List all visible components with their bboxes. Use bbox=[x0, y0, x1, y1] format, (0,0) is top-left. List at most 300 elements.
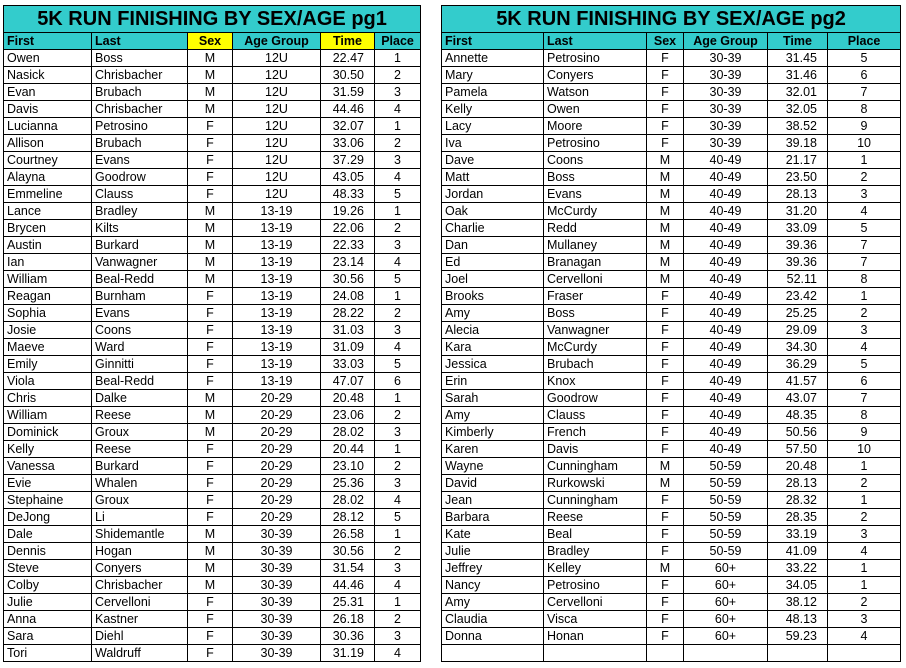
place-cell[interactable]: 5 bbox=[375, 271, 421, 288]
first-name-cell[interactable]: Oak bbox=[442, 203, 544, 220]
time-cell[interactable]: 52.11 bbox=[768, 271, 828, 288]
age-group-cell[interactable]: 50-59 bbox=[684, 543, 768, 560]
time-cell[interactable]: 28.13 bbox=[768, 475, 828, 492]
age-group-cell[interactable]: 13-19 bbox=[233, 339, 321, 356]
last-name-cell[interactable]: Bradley bbox=[92, 203, 188, 220]
time-cell[interactable]: 41.57 bbox=[768, 373, 828, 390]
last-name-cell[interactable]: Whalen bbox=[92, 475, 188, 492]
first-name-cell[interactable]: Brooks bbox=[442, 288, 544, 305]
sex-cell[interactable]: M bbox=[188, 424, 233, 441]
first-name-cell[interactable]: Dale bbox=[4, 526, 92, 543]
place-cell[interactable]: 4 bbox=[375, 577, 421, 594]
place-cell[interactable]: 4 bbox=[375, 101, 421, 118]
sex-cell[interactable]: F bbox=[188, 135, 233, 152]
place-cell[interactable]: 3 bbox=[375, 424, 421, 441]
first-name-cell[interactable]: Julie bbox=[4, 594, 92, 611]
first-name-cell[interactable]: Claudia bbox=[442, 611, 544, 628]
sex-cell[interactable]: F bbox=[188, 339, 233, 356]
first-name-cell[interactable]: Davis bbox=[4, 101, 92, 118]
sex-cell[interactable]: M bbox=[647, 186, 684, 203]
place-cell[interactable]: 7 bbox=[828, 254, 901, 271]
sex-cell[interactable]: F bbox=[647, 373, 684, 390]
place-cell[interactable]: 8 bbox=[828, 271, 901, 288]
last-name-cell[interactable]: Groux bbox=[92, 424, 188, 441]
last-name-cell[interactable]: Boss bbox=[92, 50, 188, 67]
age-group-cell[interactable]: 40-49 bbox=[684, 407, 768, 424]
column-header-age-group[interactable]: Age Group bbox=[684, 33, 768, 50]
place-cell[interactable]: 2 bbox=[375, 135, 421, 152]
sex-cell[interactable]: M bbox=[188, 271, 233, 288]
column-header-place[interactable]: Place bbox=[828, 33, 901, 50]
last-name-cell[interactable]: Rurkowski bbox=[544, 475, 647, 492]
last-name-cell[interactable]: McCurdy bbox=[544, 203, 647, 220]
time-cell[interactable]: 48.35 bbox=[768, 407, 828, 424]
last-name-cell[interactable]: Evans bbox=[544, 186, 647, 203]
age-group-cell[interactable]: 60+ bbox=[684, 594, 768, 611]
age-group-cell[interactable]: 40-49 bbox=[684, 254, 768, 271]
first-name-cell[interactable]: Evie bbox=[4, 475, 92, 492]
time-cell[interactable]: 59.23 bbox=[768, 628, 828, 645]
first-name-cell[interactable]: Amy bbox=[442, 407, 544, 424]
last-name-cell[interactable]: Kastner bbox=[92, 611, 188, 628]
sex-cell[interactable]: F bbox=[188, 373, 233, 390]
last-name-cell[interactable]: Cervelloni bbox=[544, 271, 647, 288]
time-cell[interactable]: 23.42 bbox=[768, 288, 828, 305]
time-cell[interactable]: 57.50 bbox=[768, 441, 828, 458]
first-name-cell[interactable]: Ed bbox=[442, 254, 544, 271]
first-name-cell[interactable]: Amy bbox=[442, 594, 544, 611]
last-name-cell[interactable]: Clauss bbox=[92, 186, 188, 203]
last-name-cell[interactable]: Beal-Redd bbox=[92, 271, 188, 288]
last-name-cell[interactable]: Goodrow bbox=[544, 390, 647, 407]
sex-cell[interactable]: M bbox=[647, 560, 684, 577]
age-group-cell[interactable]: 30-39 bbox=[684, 84, 768, 101]
age-group-cell[interactable]: 40-49 bbox=[684, 441, 768, 458]
last-name-cell[interactable] bbox=[544, 645, 647, 662]
time-cell[interactable]: 31.45 bbox=[768, 50, 828, 67]
column-header-sex[interactable]: Sex bbox=[188, 33, 233, 50]
last-name-cell[interactable]: Burnham bbox=[92, 288, 188, 305]
time-cell[interactable]: 33.06 bbox=[321, 135, 375, 152]
time-cell[interactable]: 31.09 bbox=[321, 339, 375, 356]
place-cell[interactable]: 3 bbox=[375, 84, 421, 101]
sex-cell[interactable]: M bbox=[647, 203, 684, 220]
place-cell[interactable]: 1 bbox=[828, 577, 901, 594]
first-name-cell[interactable]: Julie bbox=[442, 543, 544, 560]
first-name-cell[interactable]: Lacy bbox=[442, 118, 544, 135]
last-name-cell[interactable]: Hogan bbox=[92, 543, 188, 560]
age-group-cell[interactable]: 13-19 bbox=[233, 254, 321, 271]
first-name-cell[interactable]: Austin bbox=[4, 237, 92, 254]
time-cell[interactable]: 33.22 bbox=[768, 560, 828, 577]
last-name-cell[interactable]: Vanwagner bbox=[544, 322, 647, 339]
age-group-cell[interactable]: 40-49 bbox=[684, 203, 768, 220]
first-name-cell[interactable]: Anna bbox=[4, 611, 92, 628]
place-cell[interactable]: 4 bbox=[375, 339, 421, 356]
place-cell[interactable]: 3 bbox=[375, 560, 421, 577]
age-group-cell[interactable]: 40-49 bbox=[684, 152, 768, 169]
age-group-cell[interactable]: 30-39 bbox=[233, 560, 321, 577]
place-cell[interactable]: 2 bbox=[375, 543, 421, 560]
first-name-cell[interactable]: Evan bbox=[4, 84, 92, 101]
age-group-cell[interactable]: 20-29 bbox=[233, 424, 321, 441]
sex-cell[interactable]: F bbox=[647, 543, 684, 560]
place-cell[interactable]: 2 bbox=[375, 458, 421, 475]
first-name-cell[interactable]: Wayne bbox=[442, 458, 544, 475]
last-name-cell[interactable]: Chrisbacher bbox=[92, 577, 188, 594]
age-group-cell[interactable]: 13-19 bbox=[233, 220, 321, 237]
place-cell[interactable]: 3 bbox=[375, 322, 421, 339]
last-name-cell[interactable]: Beal-Redd bbox=[92, 373, 188, 390]
last-name-cell[interactable]: Goodrow bbox=[92, 169, 188, 186]
time-cell[interactable]: 23.06 bbox=[321, 407, 375, 424]
first-name-cell[interactable]: Kate bbox=[442, 526, 544, 543]
first-name-cell[interactable]: Joel bbox=[442, 271, 544, 288]
time-cell[interactable]: 30.36 bbox=[321, 628, 375, 645]
sex-cell[interactable]: M bbox=[188, 560, 233, 577]
age-group-cell[interactable]: 12U bbox=[233, 84, 321, 101]
place-cell[interactable] bbox=[828, 645, 901, 662]
time-cell[interactable]: 28.02 bbox=[321, 492, 375, 509]
time-cell[interactable]: 19.26 bbox=[321, 203, 375, 220]
age-group-cell[interactable]: 50-59 bbox=[684, 458, 768, 475]
time-cell[interactable]: 31.19 bbox=[321, 645, 375, 662]
first-name-cell[interactable]: William bbox=[4, 407, 92, 424]
time-cell[interactable]: 25.36 bbox=[321, 475, 375, 492]
first-name-cell[interactable]: Vanessa bbox=[4, 458, 92, 475]
age-group-cell[interactable]: 30-39 bbox=[233, 594, 321, 611]
last-name-cell[interactable]: Redd bbox=[544, 220, 647, 237]
time-cell[interactable]: 43.05 bbox=[321, 169, 375, 186]
sex-cell[interactable]: F bbox=[188, 628, 233, 645]
first-name-cell[interactable]: Nasick bbox=[4, 67, 92, 84]
place-cell[interactable]: 1 bbox=[828, 560, 901, 577]
age-group-cell[interactable]: 30-39 bbox=[684, 101, 768, 118]
place-cell[interactable]: 9 bbox=[828, 118, 901, 135]
first-name-cell[interactable]: Reagan bbox=[4, 288, 92, 305]
sex-cell[interactable]: F bbox=[647, 288, 684, 305]
place-cell[interactable]: 10 bbox=[828, 135, 901, 152]
place-cell[interactable]: 2 bbox=[375, 611, 421, 628]
last-name-cell[interactable]: Petrosino bbox=[544, 577, 647, 594]
sex-cell[interactable]: M bbox=[188, 526, 233, 543]
last-name-cell[interactable]: Groux bbox=[92, 492, 188, 509]
place-cell[interactable]: 1 bbox=[375, 526, 421, 543]
first-name-cell[interactable]: Jessica bbox=[442, 356, 544, 373]
place-cell[interactable]: 2 bbox=[828, 509, 901, 526]
time-cell[interactable]: 26.58 bbox=[321, 526, 375, 543]
age-group-cell[interactable]: 30-39 bbox=[233, 645, 321, 662]
place-cell[interactable]: 4 bbox=[375, 254, 421, 271]
last-name-cell[interactable]: Knox bbox=[544, 373, 647, 390]
place-cell[interactable]: 4 bbox=[828, 203, 901, 220]
age-group-cell[interactable]: 40-49 bbox=[684, 339, 768, 356]
place-cell[interactable]: 1 bbox=[375, 50, 421, 67]
time-cell[interactable]: 28.32 bbox=[768, 492, 828, 509]
place-cell[interactable]: 1 bbox=[375, 441, 421, 458]
sex-cell[interactable]: M bbox=[188, 84, 233, 101]
time-cell[interactable]: 31.20 bbox=[768, 203, 828, 220]
last-name-cell[interactable]: Beal bbox=[544, 526, 647, 543]
sex-cell[interactable]: M bbox=[647, 475, 684, 492]
age-group-cell[interactable]: 30-39 bbox=[233, 628, 321, 645]
time-cell[interactable]: 32.01 bbox=[768, 84, 828, 101]
time-cell[interactable]: 24.08 bbox=[321, 288, 375, 305]
sex-cell[interactable]: F bbox=[647, 492, 684, 509]
age-group-cell[interactable]: 13-19 bbox=[233, 288, 321, 305]
first-name-cell[interactable]: Sarah bbox=[442, 390, 544, 407]
age-group-cell[interactable]: 30-39 bbox=[233, 526, 321, 543]
age-group-cell[interactable]: 50-59 bbox=[684, 526, 768, 543]
first-name-cell[interactable]: Lucianna bbox=[4, 118, 92, 135]
last-name-cell[interactable]: Branagan bbox=[544, 254, 647, 271]
time-cell[interactable]: 33.19 bbox=[768, 526, 828, 543]
last-name-cell[interactable]: Cunningham bbox=[544, 492, 647, 509]
age-group-cell[interactable]: 30-39 bbox=[684, 135, 768, 152]
last-name-cell[interactable]: Owen bbox=[544, 101, 647, 118]
age-group-cell[interactable]: 13-19 bbox=[233, 305, 321, 322]
age-group-cell[interactable]: 60+ bbox=[684, 628, 768, 645]
age-group-cell[interactable]: 40-49 bbox=[684, 288, 768, 305]
time-cell[interactable]: 31.59 bbox=[321, 84, 375, 101]
first-name-cell[interactable]: David bbox=[442, 475, 544, 492]
time-cell[interactable]: 31.54 bbox=[321, 560, 375, 577]
time-cell[interactable]: 23.50 bbox=[768, 169, 828, 186]
time-cell[interactable]: 28.13 bbox=[768, 186, 828, 203]
age-group-cell[interactable]: 12U bbox=[233, 186, 321, 203]
sex-cell[interactable]: F bbox=[188, 152, 233, 169]
age-group-cell[interactable]: 40-49 bbox=[684, 169, 768, 186]
first-name-cell[interactable]: Colby bbox=[4, 577, 92, 594]
place-cell[interactable]: 3 bbox=[828, 186, 901, 203]
time-cell[interactable]: 23.10 bbox=[321, 458, 375, 475]
time-cell[interactable]: 37.29 bbox=[321, 152, 375, 169]
place-cell[interactable]: 4 bbox=[375, 169, 421, 186]
column-header-sex[interactable]: Sex bbox=[647, 33, 684, 50]
first-name-cell[interactable]: Ian bbox=[4, 254, 92, 271]
sex-cell[interactable]: F bbox=[647, 322, 684, 339]
time-cell[interactable]: 20.48 bbox=[768, 458, 828, 475]
place-cell[interactable]: 1 bbox=[828, 152, 901, 169]
age-group-cell[interactable]: 40-49 bbox=[684, 305, 768, 322]
last-name-cell[interactable]: French bbox=[544, 424, 647, 441]
time-cell[interactable]: 41.09 bbox=[768, 543, 828, 560]
place-cell[interactable]: 3 bbox=[828, 322, 901, 339]
age-group-cell[interactable]: 40-49 bbox=[684, 390, 768, 407]
place-cell[interactable]: 5 bbox=[828, 220, 901, 237]
first-name-cell[interactable]: Maeve bbox=[4, 339, 92, 356]
time-cell[interactable]: 50.56 bbox=[768, 424, 828, 441]
last-name-cell[interactable]: Kelley bbox=[544, 560, 647, 577]
time-cell[interactable]: 32.05 bbox=[768, 101, 828, 118]
age-group-cell[interactable]: 20-29 bbox=[233, 441, 321, 458]
first-name-cell[interactable]: Pamela bbox=[442, 84, 544, 101]
first-name-cell[interactable]: Matt bbox=[442, 169, 544, 186]
sex-cell[interactable]: M bbox=[188, 254, 233, 271]
time-cell[interactable]: 38.12 bbox=[768, 594, 828, 611]
first-name-cell[interactable]: DeJong bbox=[4, 509, 92, 526]
last-name-cell[interactable]: Moore bbox=[544, 118, 647, 135]
time-cell[interactable]: 23.14 bbox=[321, 254, 375, 271]
time-cell[interactable]: 44.46 bbox=[321, 577, 375, 594]
time-cell[interactable]: 22.33 bbox=[321, 237, 375, 254]
age-group-cell[interactable]: 13-19 bbox=[233, 373, 321, 390]
last-name-cell[interactable]: Chrisbacher bbox=[92, 101, 188, 118]
last-name-cell[interactable]: Shidemantle bbox=[92, 526, 188, 543]
last-name-cell[interactable]: Vanwagner bbox=[92, 254, 188, 271]
last-name-cell[interactable]: Li bbox=[92, 509, 188, 526]
place-cell[interactable]: 2 bbox=[828, 475, 901, 492]
first-name-cell[interactable]: Kelly bbox=[4, 441, 92, 458]
first-name-cell[interactable]: Annette bbox=[442, 50, 544, 67]
first-name-cell[interactable]: Mary bbox=[442, 67, 544, 84]
age-group-cell[interactable]: 40-49 bbox=[684, 322, 768, 339]
age-group-cell[interactable]: 20-29 bbox=[233, 509, 321, 526]
last-name-cell[interactable]: Conyers bbox=[92, 560, 188, 577]
last-name-cell[interactable]: Cervelloni bbox=[544, 594, 647, 611]
column-header-time[interactable]: Time bbox=[321, 33, 375, 50]
last-name-cell[interactable]: Brubach bbox=[544, 356, 647, 373]
sex-cell[interactable]: F bbox=[647, 526, 684, 543]
last-name-cell[interactable]: Ward bbox=[92, 339, 188, 356]
sex-cell[interactable]: M bbox=[188, 390, 233, 407]
place-cell[interactable]: 3 bbox=[375, 628, 421, 645]
first-name-cell[interactable]: Steve bbox=[4, 560, 92, 577]
time-cell[interactable]: 20.44 bbox=[321, 441, 375, 458]
first-name-cell[interactable]: Charlie bbox=[442, 220, 544, 237]
age-group-cell[interactable]: 20-29 bbox=[233, 458, 321, 475]
place-cell[interactable]: 7 bbox=[828, 237, 901, 254]
age-group-cell[interactable]: 40-49 bbox=[684, 237, 768, 254]
last-name-cell[interactable]: Burkard bbox=[92, 458, 188, 475]
place-cell[interactable]: 1 bbox=[828, 288, 901, 305]
last-name-cell[interactable]: Mullaney bbox=[544, 237, 647, 254]
place-cell[interactable]: 2 bbox=[375, 407, 421, 424]
sex-cell[interactable]: F bbox=[188, 118, 233, 135]
place-cell[interactable]: 6 bbox=[828, 373, 901, 390]
last-name-cell[interactable]: Reese bbox=[92, 441, 188, 458]
last-name-cell[interactable]: Brubach bbox=[92, 135, 188, 152]
first-name-cell[interactable]: Owen bbox=[4, 50, 92, 67]
place-cell[interactable]: 3 bbox=[828, 611, 901, 628]
first-name-cell[interactable]: Emmeline bbox=[4, 186, 92, 203]
time-cell[interactable]: 33.03 bbox=[321, 356, 375, 373]
sex-cell[interactable]: F bbox=[188, 475, 233, 492]
column-header-last[interactable]: Last bbox=[92, 33, 188, 50]
time-cell[interactable]: 32.07 bbox=[321, 118, 375, 135]
sex-cell[interactable]: F bbox=[647, 118, 684, 135]
sex-cell[interactable]: F bbox=[188, 594, 233, 611]
time-cell[interactable]: 31.03 bbox=[321, 322, 375, 339]
age-group-cell[interactable]: 60+ bbox=[684, 560, 768, 577]
sex-cell[interactable]: F bbox=[647, 339, 684, 356]
age-group-cell[interactable]: 60+ bbox=[684, 577, 768, 594]
first-name-cell[interactable]: Viola bbox=[4, 373, 92, 390]
place-cell[interactable]: 2 bbox=[828, 594, 901, 611]
place-cell[interactable]: 5 bbox=[375, 186, 421, 203]
age-group-cell[interactable]: 30-39 bbox=[233, 577, 321, 594]
place-cell[interactable]: 3 bbox=[375, 152, 421, 169]
last-name-cell[interactable]: Petrosino bbox=[544, 135, 647, 152]
last-name-cell[interactable]: Watson bbox=[544, 84, 647, 101]
first-name-cell[interactable]: Courtney bbox=[4, 152, 92, 169]
last-name-cell[interactable]: Bradley bbox=[544, 543, 647, 560]
place-cell[interactable]: 2 bbox=[375, 67, 421, 84]
place-cell[interactable]: 4 bbox=[828, 339, 901, 356]
time-cell[interactable]: 34.05 bbox=[768, 577, 828, 594]
time-cell[interactable]: 48.13 bbox=[768, 611, 828, 628]
sex-cell[interactable]: F bbox=[647, 84, 684, 101]
place-cell[interactable]: 4 bbox=[375, 492, 421, 509]
time-cell[interactable]: 30.56 bbox=[321, 543, 375, 560]
age-group-cell[interactable]: 40-49 bbox=[684, 373, 768, 390]
age-group-cell[interactable]: 12U bbox=[233, 67, 321, 84]
column-header-place[interactable]: Place bbox=[375, 33, 421, 50]
sex-cell[interactable]: M bbox=[188, 237, 233, 254]
sex-cell[interactable]: F bbox=[188, 305, 233, 322]
place-cell[interactable]: 2 bbox=[828, 305, 901, 322]
place-cell[interactable]: 1 bbox=[375, 118, 421, 135]
sex-cell[interactable]: M bbox=[647, 220, 684, 237]
age-group-cell[interactable]: 30-39 bbox=[684, 50, 768, 67]
place-cell[interactable]: 1 bbox=[375, 594, 421, 611]
last-name-cell[interactable]: Burkard bbox=[92, 237, 188, 254]
first-name-cell[interactable]: Stephaine bbox=[4, 492, 92, 509]
time-cell[interactable]: 22.06 bbox=[321, 220, 375, 237]
first-name-cell[interactable]: Sara bbox=[4, 628, 92, 645]
first-name-cell[interactable]: Alecia bbox=[442, 322, 544, 339]
last-name-cell[interactable]: Evans bbox=[92, 152, 188, 169]
sex-cell[interactable]: F bbox=[647, 390, 684, 407]
place-cell[interactable]: 9 bbox=[828, 424, 901, 441]
last-name-cell[interactable]: Coons bbox=[92, 322, 188, 339]
first-name-cell[interactable]: Alayna bbox=[4, 169, 92, 186]
sex-cell[interactable]: F bbox=[647, 424, 684, 441]
first-name-cell[interactable]: Kara bbox=[442, 339, 544, 356]
place-cell[interactable]: 7 bbox=[828, 390, 901, 407]
first-name-cell[interactable]: William bbox=[4, 271, 92, 288]
first-name-cell[interactable]: Dave bbox=[442, 152, 544, 169]
time-cell[interactable]: 44.46 bbox=[321, 101, 375, 118]
place-cell[interactable]: 6 bbox=[375, 373, 421, 390]
last-name-cell[interactable]: Honan bbox=[544, 628, 647, 645]
first-name-cell[interactable]: Dominick bbox=[4, 424, 92, 441]
time-cell[interactable]: 28.02 bbox=[321, 424, 375, 441]
sex-cell[interactable]: M bbox=[188, 220, 233, 237]
sex-cell[interactable]: F bbox=[647, 407, 684, 424]
sex-cell[interactable]: F bbox=[188, 611, 233, 628]
last-name-cell[interactable]: Evans bbox=[92, 305, 188, 322]
sex-cell[interactable]: F bbox=[188, 458, 233, 475]
column-header-first[interactable]: First bbox=[442, 33, 544, 50]
place-cell[interactable]: 6 bbox=[828, 67, 901, 84]
place-cell[interactable]: 5 bbox=[828, 356, 901, 373]
age-group-cell[interactable]: 13-19 bbox=[233, 356, 321, 373]
sex-cell[interactable]: F bbox=[188, 186, 233, 203]
time-cell[interactable]: 20.48 bbox=[321, 390, 375, 407]
last-name-cell[interactable]: McCurdy bbox=[544, 339, 647, 356]
time-cell[interactable]: 38.52 bbox=[768, 118, 828, 135]
age-group-cell[interactable]: 12U bbox=[233, 169, 321, 186]
age-group-cell[interactable]: 40-49 bbox=[684, 186, 768, 203]
column-header-last[interactable]: Last bbox=[544, 33, 647, 50]
place-cell[interactable]: 4 bbox=[828, 628, 901, 645]
first-name-cell[interactable]: Chris bbox=[4, 390, 92, 407]
time-cell[interactable]: 36.29 bbox=[768, 356, 828, 373]
sex-cell[interactable]: F bbox=[188, 509, 233, 526]
last-name-cell[interactable]: Ginnitti bbox=[92, 356, 188, 373]
age-group-cell[interactable]: 50-59 bbox=[684, 509, 768, 526]
